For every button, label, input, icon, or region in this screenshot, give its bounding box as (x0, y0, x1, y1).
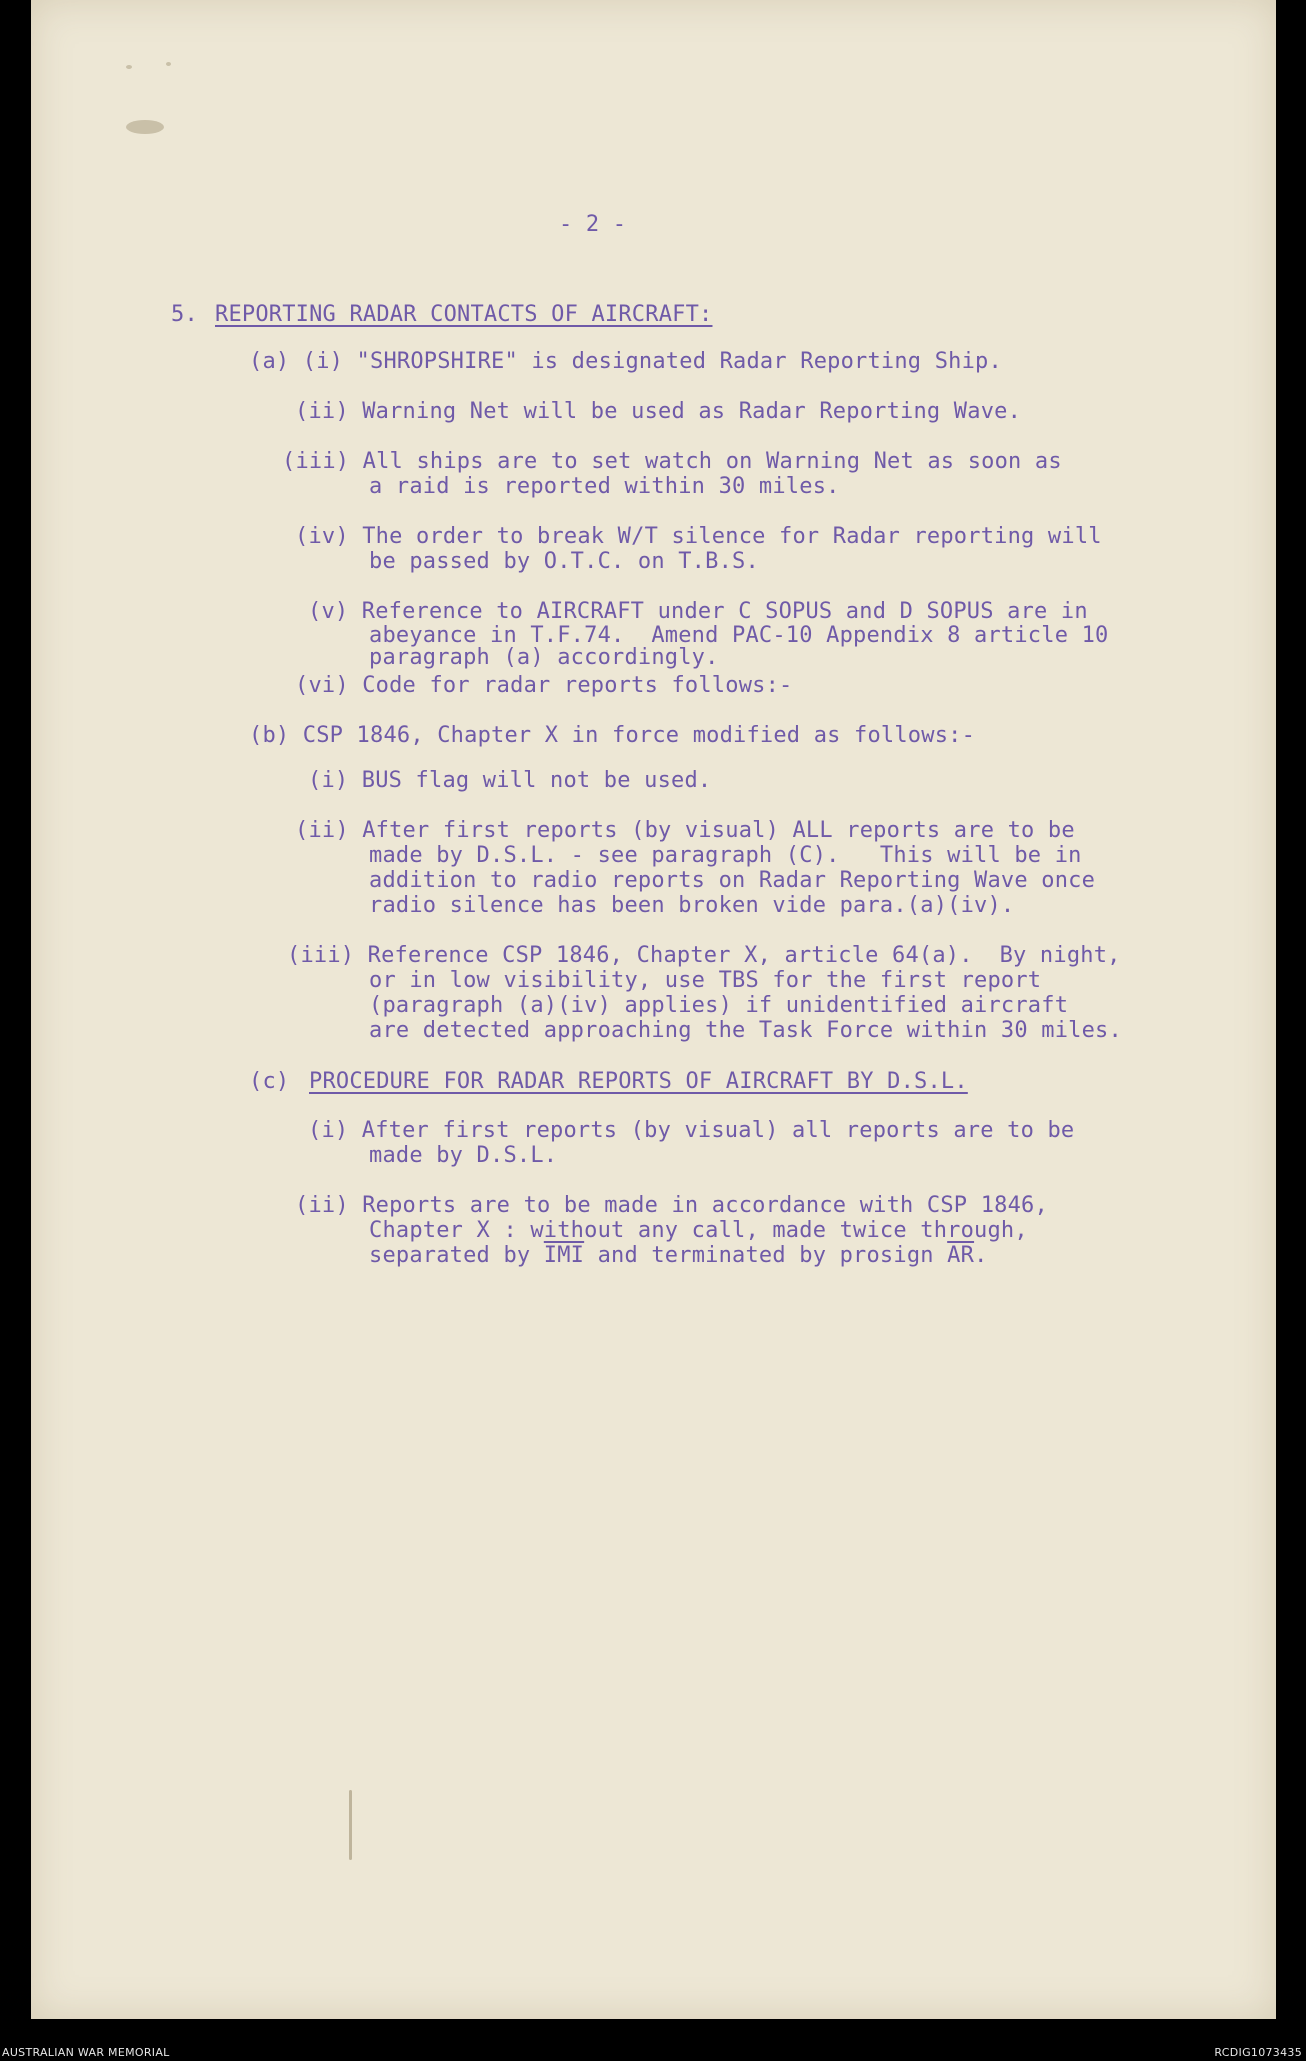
para-b-i: (i) BUS flag will not be used. (308, 768, 712, 793)
para-b-iii-line1: (iii) Reference CSP 1846, Chapter X, article 64(a). By night, (287, 943, 1121, 968)
para-a-v-line2: abeyance in T.F.74. Amend PAC-10 Appendix 8 article 10 (369, 623, 1109, 648)
para-b-iii-line2: or in low visibility, use TBS for the first report (369, 968, 1042, 993)
para-b-ii-line2: made by D.S.L. - see paragraph (C). This will be in (369, 843, 1082, 868)
para-a-iv-line2: be passed by O.T.C. on T.B.S. (369, 549, 759, 574)
para-b-iii-line3: (paragraph (a)(iv) applies) if unidentified aircraft (369, 993, 1069, 1018)
footer-left: AUSTRALIAN WAR MEMORIAL (2, 2046, 170, 2059)
para-b-iii-line4: are detected approaching the Task Force within 30 miles. (369, 1018, 1122, 1043)
para-a-i: (a) (i) "SHROPSHIRE" is designated Radar Reporting Ship. (249, 349, 1002, 374)
footer-right: RCDIG1073435 (1214, 2046, 1302, 2059)
document-page (31, 0, 1276, 2019)
para-a-v-line3: paragraph (a) accordingly. (369, 645, 719, 670)
para-c-label: (c) (249, 1069, 290, 1094)
para-b-ii-line1: (ii) After first reports (by visual) ALL reports are to be (295, 818, 1075, 843)
section-heading: REPORTING RADAR CONTACTS OF AIRCRAFT: (215, 302, 713, 327)
para-b-intro: (b) CSP 1846, Chapter X in force modified as follows:- (249, 723, 976, 748)
para-c-i-line1: (i) After first reports (by visual) all reports are to be (308, 1118, 1075, 1143)
paper-blemish (126, 65, 132, 69)
para-c-ii-line2: Chapter X : without any call, made twice through, (369, 1218, 1028, 1243)
para-c-heading: PROCEDURE FOR RADAR REPORTS OF AIRCRAFT BY D.S.L. (309, 1069, 968, 1094)
para-c-ii-line1: (ii) Reports are to be made in accordance with CSP 1846, (295, 1193, 1048, 1218)
para-a-iv-line1: (iv) The order to break W/T silence for Radar reporting will (295, 524, 1102, 549)
para-a-vi: (vi) Code for radar reports follows:- (295, 673, 793, 698)
para-a-ii: (ii) Warning Net will be used as Radar Reporting Wave. (295, 399, 1022, 424)
para-b-ii-line4: radio silence has been broken vide para.(a)(iv). (369, 893, 1015, 918)
prosign-ar: $\overline{AR}$ (947, 1243, 975, 1268)
text-run: separated by (369, 1243, 544, 1268)
para-a-iii-line2: a raid is reported within 30 miles. (369, 474, 840, 499)
text-run: . (974, 1243, 988, 1268)
prosign-imi: $\overline{IMI}$ (543, 1243, 585, 1268)
para-a-v-line1: (v) Reference to AIRCRAFT under C SOPUS and D SOPUS are in (308, 599, 1088, 624)
para-b-ii-line3: addition to radio reports on Radar Reporting Wave once (369, 868, 1096, 893)
paper-mark (349, 1790, 352, 1860)
section-number: 5. (171, 302, 198, 327)
paper-blemish (166, 62, 171, 66)
para-c-ii-line3 (369, 1243, 988, 1268)
para-c-i-line2: made by D.S.L. (369, 1143, 558, 1168)
text-run: and terminated by prosign (584, 1243, 948, 1268)
para-a-iii-line1: (iii) All ships are to set watch on Warning Net as soon as (282, 449, 1062, 474)
paper-blemish (126, 120, 164, 134)
page-number: - 2 - (559, 212, 627, 237)
